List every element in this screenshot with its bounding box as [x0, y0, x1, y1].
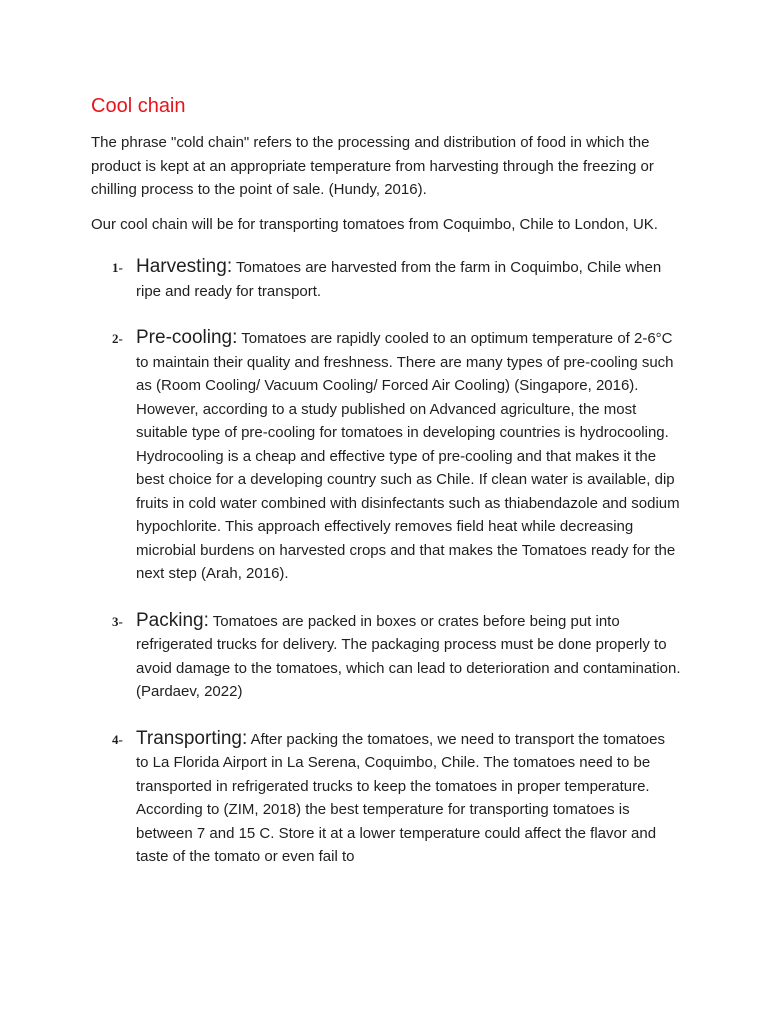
list-item: [91, 727, 681, 869]
scope-paragraph: Our cool chain will be for transporting tomatoes from Coquimbo, Chile to London, UK.: [91, 215, 658, 233]
step-term: Harvesting:: [136, 256, 233, 277]
step-number: 4-: [112, 731, 123, 747]
section-heading: Cool chain: [91, 95, 186, 117]
step-number: 3-: [112, 613, 123, 629]
intro-paragraph: The phrase "cold chain" refers to the processing and distribution of food in which the product is kept at an appropriate temperature from harvesting through the freezing or chilling process to the point of sale. (Hundy, 2016).: [91, 134, 654, 198]
list-item: [91, 255, 681, 303]
step-number: 2-: [112, 331, 123, 346]
step-text: Tomatoes are harvested from the farm in Coquimbo, Chile when ripe and ready for transport.: [136, 259, 662, 300]
step-text: Tomatoes are rapidly cooled to an optimum temperature of 2-6°C to maintain their quality and freshness. There are many types of pre-cooling such as (Room Cooling/ Vacuum Cooling/ Forced Air Cooling) (Singapore, 2016). However, according to a study published on Advanced agriculture, the most suitable type of pre-cooling for tomatoes in developing countries is hydrocooling. Hydrocooling is a cheap and effective type of pre-cooling and that makes it the best choice for a developing country such as Chile. If clean water is available, dip fruits in cold water combined with disinfectants such as thiabendazole and sodium hypochlorite. This approach effectively removes field heat while decreasing microbial burdens on harvested crops and that makes the Tomatoes ready for the next step (Arah, 2016).: [136, 330, 680, 582]
list-item: [91, 609, 681, 704]
step-number: 1-: [112, 260, 123, 275]
step-text: Tomatoes are packed in boxes or crates before being put into refrigerated trucks for delivery. The packaging process must be done properly to avoid damage to the tomatoes, which can lead to deterioration and contamination. (Pardaev, 2022): [136, 612, 681, 700]
step-term: Pre-cooling:: [136, 327, 238, 348]
document-page: [91, 92, 681, 892]
step-term: Transporting:: [136, 727, 248, 749]
list-item: [91, 326, 681, 586]
cool-chain-steps-list: [91, 255, 681, 869]
step-text: After packing the tomatoes, we need to transport the tomatoes to La Florida Airport in La Serena, Coquimbo, Chile. The tomatoes need to be transported in refrigerated trucks to keep the tomatoes in proper temperature. According to (ZIM, 2018) the best temperature for transporting tomatoes is between 7 and 15 C. Store it at a lower temperature could affect the flavor and taste of the tomato or even fail to: [136, 730, 665, 865]
step-term: Packing:: [136, 609, 209, 631]
